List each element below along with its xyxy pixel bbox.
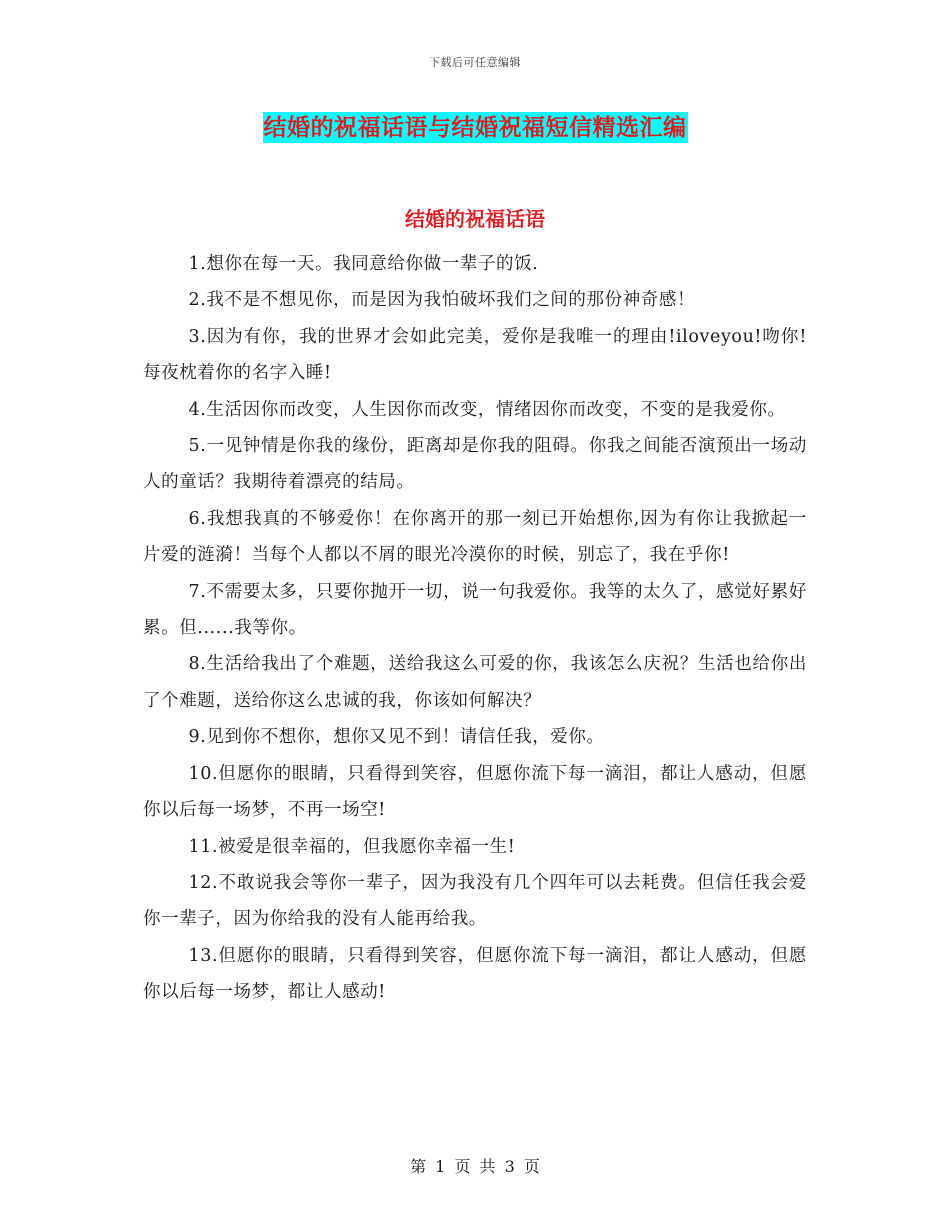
paragraph-7: 7.不需要太多，只要你抛开一切，说一句我爱你。我等的太久了，感觉好累好累。但......我等你。 (143, 581, 807, 639)
paragraph-6: 6.我想我真的不够爱你！在你离开的那一刻已开始想你,因为有你让我掀起一片爱的涟漪！当每个人都以不屑的眼光冷漠你的时候，别忘了，我在乎你! (143, 508, 807, 566)
paragraph-4: 4.生活因你而改变，人生因你而改变，情绪因你而改变，不变的是我爱你。 (188, 399, 786, 420)
paragraph-8: 8.生活给我出了个难题，送给我这么可爱的你，我该怎么庆祝？生活也给你出了个难题，送给你这么忠诚的我，你该如何解决？ (143, 654, 807, 711)
paragraph-12: 12.不敢说我会等你一辈子，因为我没有几个四年可以去耗费。但信任我会爱你一辈子，因为你给我的没有人能再给我。 (143, 872, 807, 930)
document-body (143, 246, 807, 1011)
paragraph-2: 2.我不是不想见你，而是因为我怕破坏我们之间的那份神奇感！ (188, 290, 696, 311)
header-note: 下载后可任意编辑 (429, 56, 521, 69)
document-title-container (0, 112, 950, 143)
paragraph-13: 13.但愿你的眼睛，只看得到笑容，但愿你流下每一滴泪，都让人感动，但愿你以后每一场梦，都让人感动! (143, 945, 807, 1003)
paragraph-9: 9.见到你不想你，想你又见不到！请信任我，爱你。 (188, 727, 605, 748)
paragraph-3: 3.因为有你，我的世界才会如此完美，爱你是我唯一的理由!iloveyou!吻你!每夜枕着你的名字入睡! (143, 326, 807, 384)
section-title: 结婚的祝福话语 (405, 207, 545, 231)
page-footer: 第 1 页 共 3 页 (410, 1157, 540, 1176)
paragraph-10: 10.但愿你的眼睛，只看得到笑容，但愿你流下每一滴泪，都让人感动，但愿你以后每一场梦，不再一场空! (143, 763, 807, 821)
document-title: 结婚的祝福话语与结婚祝福短信精选汇编 (263, 114, 687, 141)
paragraph-1: 1.想你在每一天。我同意给你做一辈子的饭. (188, 254, 539, 274)
paragraph-5: 5.一见钟情是你我的缘份，距离却是你我的阻碍。你我之间能否演预出一场动人的童话？我期待着漂亮的结局。 (143, 436, 807, 493)
paragraph-11: 11.被爱是很幸福的，但我愿你幸福一生! (188, 836, 516, 857)
